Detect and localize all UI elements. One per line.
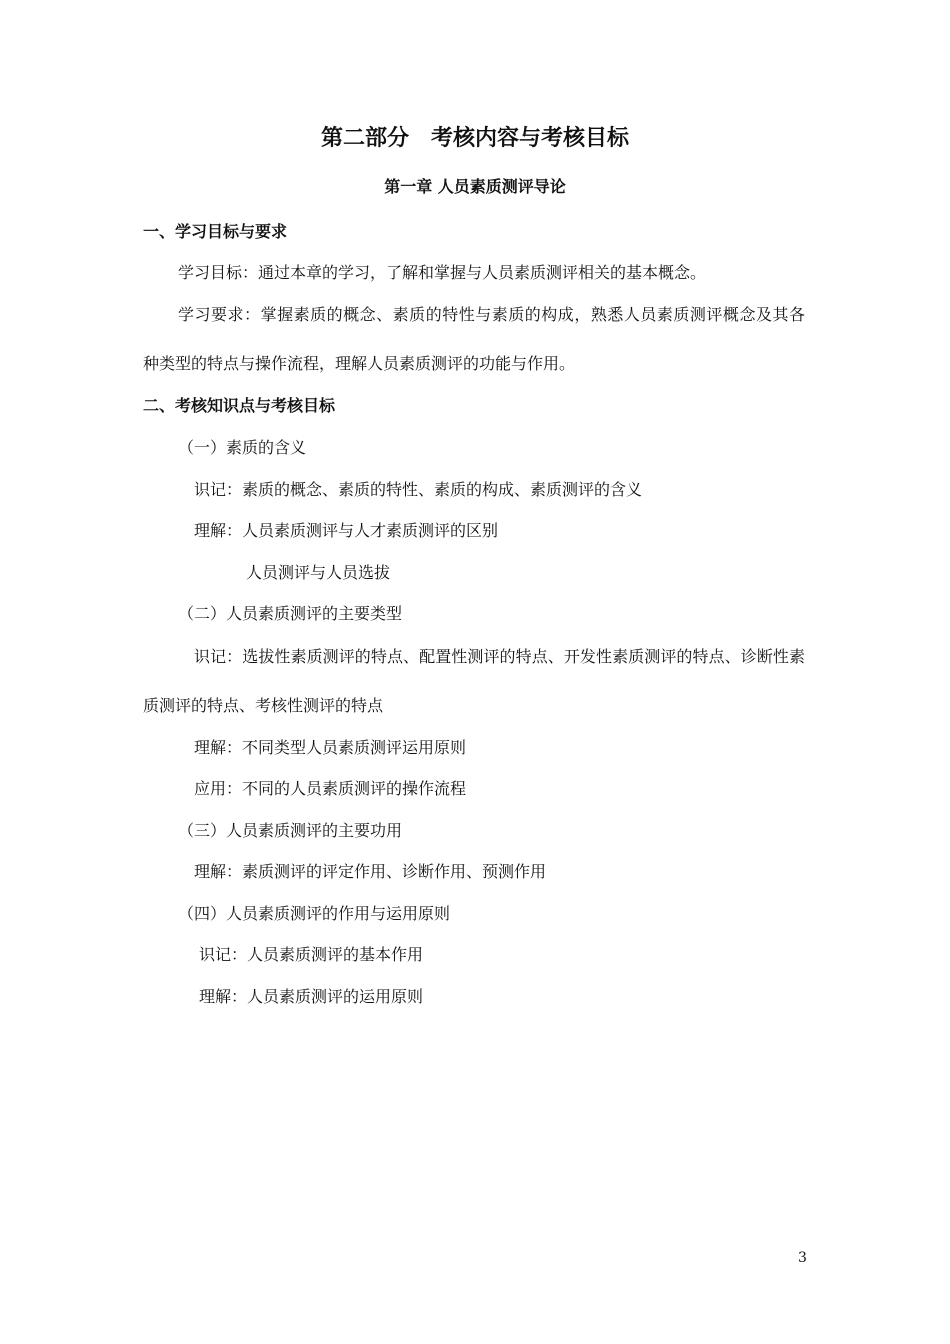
- sub2-apply: 应用：不同的人员素质测评的操作流程: [194, 779, 467, 798]
- section-heading-assessment-points: 二、考核知识点与考核目标: [143, 396, 336, 415]
- subsection-title-3: （三）人员素质测评的主要功用: [178, 821, 403, 840]
- chapter-title: 第一章 人员素质测评导论: [384, 177, 566, 196]
- sub2-identify-line1: 识记：选拔性素质测评的特点、配置性测评的特点、开发性素质测评的特点、诊断性素: [194, 647, 805, 666]
- subsection-title-4: （四）人员素质测评的作用与运用原则: [178, 904, 451, 923]
- sub2-understand: 理解：不同类型人员素质测评运用原则: [194, 738, 467, 757]
- page-number: 3: [798, 1250, 807, 1266]
- sub1-identify: 识记：素质的概念、素质的特性、素质的构成、素质测评的含义: [194, 480, 643, 499]
- sub2-identify-line2: 质测评的特点、考核性测评的特点: [143, 696, 384, 715]
- part-title: 第二部分 考核内容与考核目标: [320, 125, 629, 151]
- subsection-title-2: （二）人员素质测评的主要类型: [178, 604, 403, 623]
- sub3-understand: 理解：素质测评的评定作用、诊断作用、预测作用: [194, 862, 547, 881]
- learning-requirement-line1: 学习要求：掌握素质的概念、素质的特性与素质的构成，熟悉人员素质测评概念及其各: [178, 305, 805, 324]
- learning-requirement-line2: 种类型的特点与操作流程，理解人员素质测评的功能与作用。: [143, 354, 576, 373]
- sub4-identify: 识记：人员素质测评的基本作用: [199, 945, 424, 964]
- sub4-understand: 理解：人员素质测评的运用原则: [199, 987, 424, 1006]
- learning-goal-text: 学习目标：通过本章的学习，了解和掌握与人员素质测评相关的基本概念。: [178, 263, 707, 282]
- sub1-understand: 理解：人员素质测评与人才素质测评的区别: [194, 521, 499, 540]
- sub1-understand-continued: 人员测评与人员选拔: [246, 563, 391, 582]
- subsection-title-1: （一）素质的含义: [178, 438, 307, 457]
- section-heading-learning-goals: 一、学习目标与要求: [143, 222, 288, 241]
